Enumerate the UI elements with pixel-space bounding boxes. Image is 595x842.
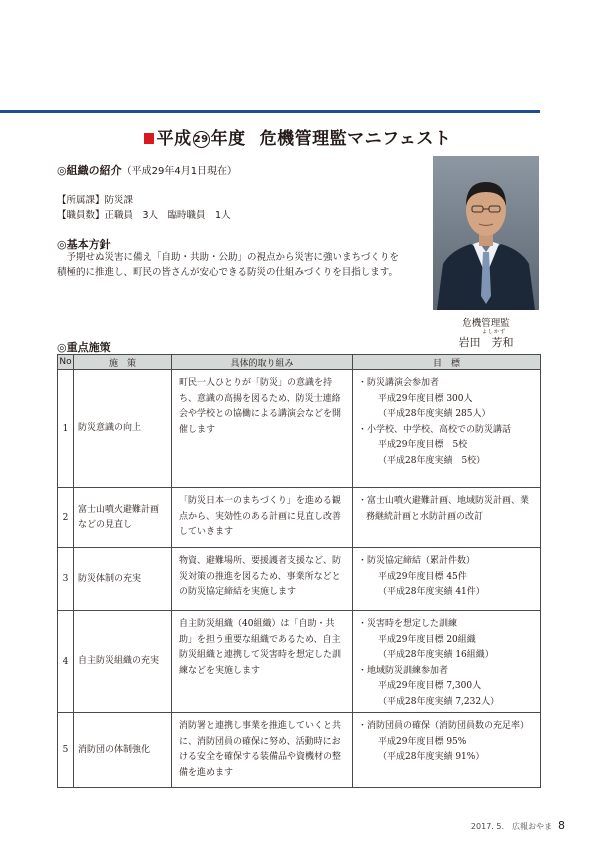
goal-line: ・防災協定締結（累計件数） bbox=[358, 556, 476, 566]
goal-line: （平成28年度実績 16組織） bbox=[378, 650, 494, 660]
goal-line: 平成29年度目標 20組織 bbox=[378, 634, 476, 645]
row-effort: 自主防災組織（40組織）は「自助・共助」を担う重要な組織であるため、自主防災組織と連携して災害時を想定した訓練などを実施します bbox=[172, 611, 353, 713]
table-row bbox=[58, 548, 541, 611]
goal-line: （平成28年度実績 7,232人） bbox=[378, 696, 500, 707]
column-header-goal: 目 標 bbox=[353, 355, 541, 370]
goal-line: ・防災講演会参加者 bbox=[358, 378, 440, 388]
table-row bbox=[58, 611, 541, 713]
row-policy: 消防団の体制強化 bbox=[74, 713, 172, 788]
goal-line: 平成29年度目標 300人 bbox=[378, 393, 473, 404]
goal-line: 平成29年度目標 45件 bbox=[378, 571, 467, 582]
row-effort: 消防署と連携し事業を推進していくと共に、消防団員の確保に努め、活動時における安全を確保する装備品や資機材の整備を進めます bbox=[172, 713, 353, 788]
red-square-icon bbox=[144, 133, 154, 144]
staff-line: 【職員数】正職員 3人 臨時職員 1人 bbox=[57, 210, 231, 221]
goal-line: 平成29年度目標 5校 bbox=[378, 440, 468, 450]
row-number: 1 bbox=[58, 370, 74, 488]
row-policy: 富士山噴火避難計画などの見直し bbox=[74, 488, 172, 548]
circled-year: 29 bbox=[193, 131, 210, 148]
row-goals bbox=[353, 548, 541, 611]
organization-heading: ◎組織の紹介（平成29年4月1日現在） bbox=[57, 164, 238, 177]
department-line: 【所属課】防災課 bbox=[57, 195, 134, 206]
profile-name-ruby: よしかず bbox=[481, 329, 506, 335]
row-goals bbox=[353, 488, 541, 548]
page-title: 平成 29 年度 危機管理監マニフェスト bbox=[0, 124, 595, 149]
issue-label: 2017. 5. 広報おやま bbox=[470, 822, 552, 831]
profile-name: 岩田 芳和 bbox=[458, 336, 514, 349]
page-footer bbox=[471, 819, 565, 832]
row-effort: 「防災日本一のまちづくり」を進める観点から、実効性のある計画に見直し改善していきます bbox=[172, 488, 353, 548]
policy-text: 予期せぬ災害に備え「自助・共助・公助」の視点から災害に強いまちづくりを積極的に推進し、町民の皆さんが安心できる防災の仕組みづくりを目指します。 bbox=[57, 252, 399, 278]
policy-heading: ◎基本方針 bbox=[57, 238, 111, 251]
measures-table bbox=[57, 354, 541, 788]
goal-line: 平成29年度目標 7,300人 bbox=[378, 681, 482, 691]
column-header-effort: 具体的取り組み bbox=[172, 355, 353, 370]
row-goals bbox=[353, 370, 541, 488]
goal-line: （平成28年度実績 41件） bbox=[378, 587, 485, 597]
row-number: 4 bbox=[58, 611, 74, 713]
column-header-policy: 施 策 bbox=[74, 355, 172, 370]
goal-line: ・富士山噴火避難計画、地域防災計画、業務継続計画と水防計画の改訂 bbox=[358, 496, 530, 522]
row-policy: 防災意識の向上 bbox=[74, 370, 172, 488]
column-header-no: No bbox=[58, 355, 74, 370]
goal-line: 平成29年度目標 95% bbox=[378, 736, 467, 747]
row-effort: 町民一人ひとりが「防災」の意識を持ち、意識の高揚を図るため、防災士連絡会や学校との協働による講演会などを開催します bbox=[172, 370, 353, 488]
top-rule bbox=[0, 110, 540, 113]
row-number: 2 bbox=[58, 488, 74, 548]
table-row bbox=[58, 488, 541, 548]
goal-line: ・地域防災訓練参加者 bbox=[358, 665, 449, 676]
row-goals bbox=[353, 611, 541, 713]
row-policy: 自主防災組織の充実 bbox=[74, 611, 172, 713]
goal-line: （平成28年度実績 5校） bbox=[378, 455, 486, 466]
goal-line: ・小学校、中学校、高校での防災講話 bbox=[358, 424, 512, 435]
page-number: 8 bbox=[558, 819, 565, 832]
row-effort: 物資、避難場所、要援護者支援など、防災対策の推進を図るため、事業所などとの防災協定締結を実施します bbox=[172, 548, 353, 611]
profile-role: 危機管理監 bbox=[462, 318, 510, 329]
goal-line: ・災害時を想定した訓練 bbox=[358, 619, 458, 629]
row-goals bbox=[353, 713, 541, 788]
goal-line: （平成28年度実績 285人） bbox=[378, 409, 491, 419]
table-row bbox=[58, 713, 541, 788]
measures-heading: ◎重点施策 bbox=[57, 341, 111, 354]
table-row bbox=[58, 370, 541, 488]
profile-photo bbox=[433, 156, 539, 310]
row-number: 3 bbox=[58, 548, 74, 611]
table-header-row bbox=[58, 355, 541, 370]
goal-line: （平成28年度実績 91%） bbox=[378, 752, 485, 762]
goal-line: ・消防団員の確保（消防団員数の充足率） bbox=[358, 721, 530, 731]
row-policy: 防災体制の充実 bbox=[74, 548, 172, 611]
row-number: 5 bbox=[58, 713, 74, 788]
organization-date-note: （平成29年4月1日現在） bbox=[121, 166, 238, 177]
title-main: 危機管理監マニフェスト bbox=[259, 129, 452, 149]
portrait-image bbox=[433, 156, 539, 310]
